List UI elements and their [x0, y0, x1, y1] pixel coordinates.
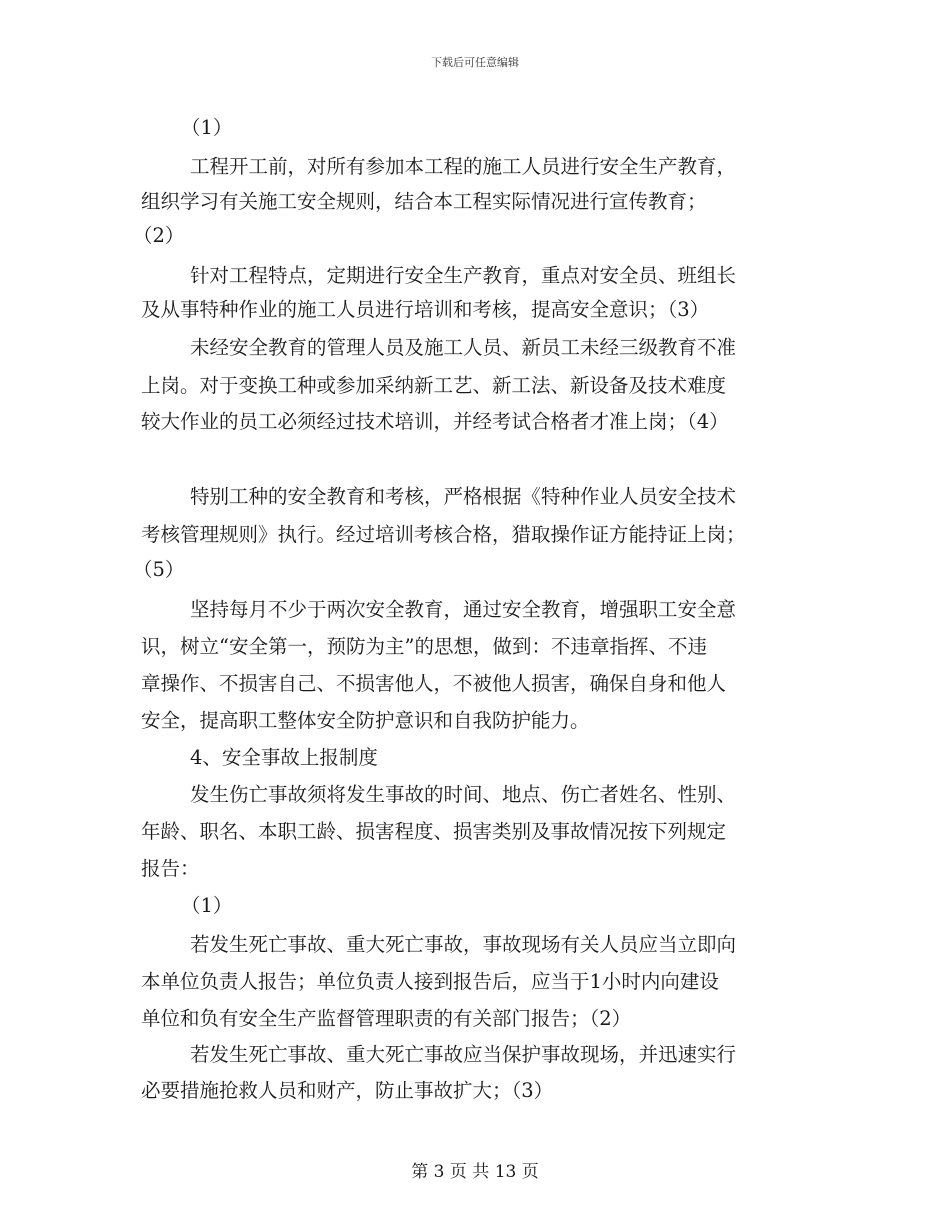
paragraph-line: （1） [181, 894, 233, 917]
paragraph-line: 识，树立“安全第一，预防为主”的思想，做到：不违章指挥、不违 [141, 635, 707, 658]
paragraph-line: 工程开工前，对所有参加本工程的施工人员进行安全生产教育， [190, 155, 737, 178]
paragraph-line: 未经安全教育的管理人员及施工人员、新员工未经三级教育不准 [190, 336, 737, 359]
paragraph-line: 特别工种的安全教育和考核，严格根据《特种作业人员安全技术 [190, 485, 737, 508]
paragraph-line: 组织学习有关施工安全规则，结合本工程实际情况进行宣传教育； [141, 190, 707, 213]
page-number-footer: 第 3 页 共 13 页 [411, 1162, 539, 1182]
paragraph-line: 本单位负责人报告；单位负责人接到报告后，应当于1小时内向建设 [141, 970, 719, 993]
paragraph-line: 年龄、职名、本职工龄、损害程度、损害类别及事故情况按下列规定 [141, 820, 727, 843]
paragraph-line: 若发生死亡事故、重大死亡事故应当保护事故现场，并迅速实行 [190, 1043, 737, 1066]
paragraph-line: 报告： [141, 857, 200, 880]
paragraph-line: 较大作业的员工必须经过技术培训，并经考试合格者才准上岗；（4） [141, 410, 729, 433]
paragraph-line: 安全，提高职工整体安全防护意识和自我防护能力。 [141, 709, 590, 732]
paragraph-line: 必要措施抢救人员和财产，防止事故扩大；（3） [141, 1079, 554, 1102]
paragraph-line: 单位和负有安全生产监督管理职责的有关部门报告；（2） [141, 1007, 632, 1030]
paragraph-line: 针对工程特点，定期进行安全生产教育，重点对安全员、班组长 [190, 264, 737, 287]
page-header: 下载后可任意编辑 [431, 56, 519, 69]
paragraph-line: 上岗。对于变换工种或参加采纳新工艺、新工法、新设备及技术难度 [141, 374, 727, 397]
paragraph-line: 章操作、不损害自己、不损害他人，不被他人损害，确保自身和他人 [141, 672, 727, 695]
paragraph-line: （1） [181, 116, 233, 139]
paragraph-line: 考核管理规则》执行。经过培训考核合格，猎取操作证方能持证上岗； [141, 523, 746, 546]
paragraph-line: 发生伤亡事故须将发生事故的时间、地点、伤亡者姓名、性别、 [190, 783, 737, 806]
paragraph-line: 若发生死亡事故、重大死亡事故，事故现场有关人员应当立即向 [190, 933, 737, 956]
paragraph-line: （2） [133, 224, 185, 247]
paragraph-line: 坚持每月不少于两次安全教育，通过安全教育，增强职工安全意 [190, 598, 737, 621]
section-heading: 4、安全事故上报制度 [190, 746, 378, 769]
paragraph-line: 及从事特种作业的施工人员进行培训和考核，提高安全意识；（3） [141, 298, 710, 321]
paragraph-line: （5） [133, 558, 185, 581]
